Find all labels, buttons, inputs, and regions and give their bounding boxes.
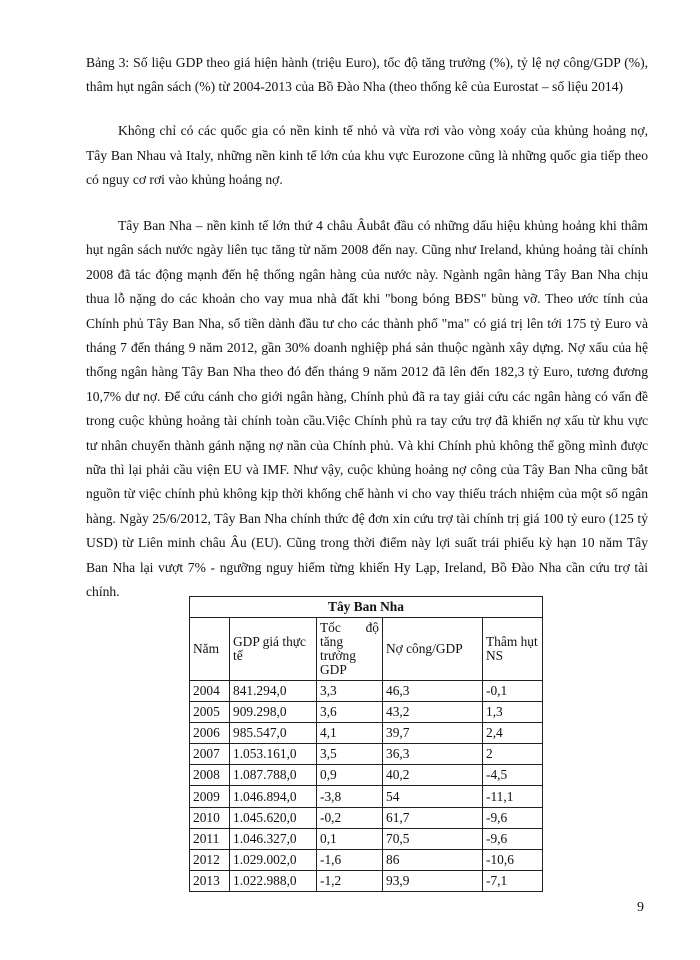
gdp-cell: 1.029.002,0 xyxy=(230,849,317,870)
table-row xyxy=(190,807,543,828)
deficit-cell: -9,6 xyxy=(483,828,543,849)
deficit-cell: -10,6 xyxy=(483,849,543,870)
table-title: Tây Ban Nha xyxy=(190,597,543,618)
year-cell: 2010 xyxy=(190,807,230,828)
table-row xyxy=(190,849,543,870)
growth-cell: -1,6 xyxy=(317,849,383,870)
column-header-deficit: Thâm hụt NS xyxy=(483,618,543,681)
gdp-cell: 841.294,0 xyxy=(230,681,317,702)
column-header-gdp: GDP giá thực tế xyxy=(230,618,317,681)
debt-cell: 61,7 xyxy=(383,807,483,828)
spain-data-table xyxy=(189,596,542,892)
column-header-year: Năm xyxy=(190,618,230,681)
debt-cell: 40,2 xyxy=(383,765,483,786)
growth-cell: 0,9 xyxy=(317,765,383,786)
deficit-cell: -11,1 xyxy=(483,786,543,807)
table-row xyxy=(190,723,543,744)
gdp-cell: 1.087.788,0 xyxy=(230,765,317,786)
gdp-cell: 909.298,0 xyxy=(230,702,317,723)
debt-cell: 43,2 xyxy=(383,702,483,723)
year-cell: 2004 xyxy=(190,681,230,702)
column-header-growth: Tốc độ tăng trưởng GDP xyxy=(317,618,383,681)
year-cell: 2005 xyxy=(190,702,230,723)
deficit-cell: -0,1 xyxy=(483,681,543,702)
page-number: 9 xyxy=(637,900,644,915)
year-cell: 2008 xyxy=(190,765,230,786)
debt-cell: 86 xyxy=(383,849,483,870)
growth-cell: 3,3 xyxy=(317,681,383,702)
growth-cell: -0,2 xyxy=(317,807,383,828)
gdp-cell: 1.046.327,0 xyxy=(230,828,317,849)
data-table xyxy=(189,596,543,892)
debt-cell: 39,7 xyxy=(383,723,483,744)
growth-cell: -1,2 xyxy=(317,870,383,891)
table-row xyxy=(190,681,543,702)
gdp-cell: 1.053.161,0 xyxy=(230,744,317,765)
year-cell: 2013 xyxy=(190,870,230,891)
deficit-cell: 2,4 xyxy=(483,723,543,744)
deficit-cell: 1,3 xyxy=(483,702,543,723)
table-row xyxy=(190,744,543,765)
year-cell: 2012 xyxy=(190,849,230,870)
debt-cell: 36,3 xyxy=(383,744,483,765)
year-cell: 2011 xyxy=(190,828,230,849)
growth-cell: 3,6 xyxy=(317,702,383,723)
debt-cell: 93,9 xyxy=(383,870,483,891)
table-row xyxy=(190,870,543,891)
table-row xyxy=(190,702,543,723)
table-row xyxy=(190,765,543,786)
table-caption: Bảng 3: Số liệu GDP theo giá hiện hành (triệu Euro), tốc độ tăng trưởng (%), tỷ lệ nợ công/GDP (%), thâm hụt ngân sách (%) từ 2004-2013 của Bồ Đào Nha (theo thống kê của Eurostat – số liệu 2014) xyxy=(86,55,648,94)
column-header-debt: Nợ công/GDP xyxy=(383,618,483,681)
gdp-cell: 1.022.988,0 xyxy=(230,870,317,891)
paragraph-intro: Không chỉ có các quốc gia có nền kinh tế nhỏ và vừa rơi vào vòng xoáy của khủng hoảng nợ, Tây Ban Nhau và Italy, những nền kinh tế lớn của khu vực Eurozone cũng là những quốc gia tiếp theo có nguy cơ rơi vào khủng hoảng nợ. xyxy=(86,123,648,188)
deficit-cell: 2 xyxy=(483,744,543,765)
debt-cell: 46,3 xyxy=(383,681,483,702)
debt-cell: 54 xyxy=(383,786,483,807)
paragraph-spain: Tây Ban Nha – nền kinh tế lớn thứ 4 châu Âubắt đầu có những dấu hiệu khủng hoảng khi thâm hụt ngân sách nước ngày liên tục tăng từ năm 2008 đến nay. Cũng như Ireland, khủng hoảng tài chính 2008 đã tác động mạnh đến hệ thống ngân hàng của nước này. Ngành ngân hàng Tây Ban Nha chịu thua lỗ nặng do các khoản cho vay mua nhà đất khi "bong bóng BĐS" bùng vỡ. Theo ước tính của Chính phủ Tây Ban Nha, số tiền dành đầu tư cho các thành phố "ma" có giá trị lên tới 175 tỷ Euro và tháng 7 đến tháng 9 năm 2012, gần 30% doanh nghiệp phá sản thuộc ngành xây dựng. Nợ xấu của hệ thống ngân hàng Tây Ban Nha theo đó đến tháng 9 năm 2012 đã lên đến 182,3 tỷ Euro, tương đương 10,7% dư nợ. Để cứu cánh cho giới ngân hàng, Chính phủ đã ra tay giải cứu các ngân hàng có vấn đề trong cuộc khủng hoảng tài chính toàn cầu.Việc Chính phủ ra tay cứu trợ đã khiến nợ xấu từ khu vực tư nhân chuyển thành gánh nặng nợ nần của Chính phủ. Và khi Chính phủ không thể gồng mình được nữa thì lại phải cầu viện EU và IMF. Như vậy, cuộc khủng hoảng nợ công của Tây Ban Nha cũng bắt nguồn từ việc chính phủ không kịp thời khống chế hành vi cho vay thiếu trách nhiệm của một số ngân hàng. Ngày 25/6/2012, Tây Ban Nha chính thức đệ đơn xin cứu trợ tài chính trị giá 100 tỷ euro (125 tỷ USD) từ Liên minh châu Âu (EU). Cũng trong thời điểm này lợi suất trái phiếu kỳ hạn 10 năm Tây Ban Nha lại vượt 7% - ngưỡng nguy hiểm từng khiến Hy Lạp, Ireland, Bồ Đào Nha cần cứu trợ tài chính. xyxy=(86,218,648,600)
debt-cell: 70,5 xyxy=(383,828,483,849)
year-cell: 2007 xyxy=(190,744,230,765)
table-row xyxy=(190,828,543,849)
year-cell: 2006 xyxy=(190,723,230,744)
gdp-cell: 985.547,0 xyxy=(230,723,317,744)
growth-cell: 0,1 xyxy=(317,828,383,849)
gdp-cell: 1.045.620,0 xyxy=(230,807,317,828)
deficit-cell: -7,1 xyxy=(483,870,543,891)
growth-cell: -3,8 xyxy=(317,786,383,807)
table-row xyxy=(190,786,543,807)
deficit-cell: -4,5 xyxy=(483,765,543,786)
growth-cell: 4,1 xyxy=(317,723,383,744)
gdp-cell: 1.046.894,0 xyxy=(230,786,317,807)
year-cell: 2009 xyxy=(190,786,230,807)
growth-cell: 3,5 xyxy=(317,744,383,765)
deficit-cell: -9,6 xyxy=(483,807,543,828)
